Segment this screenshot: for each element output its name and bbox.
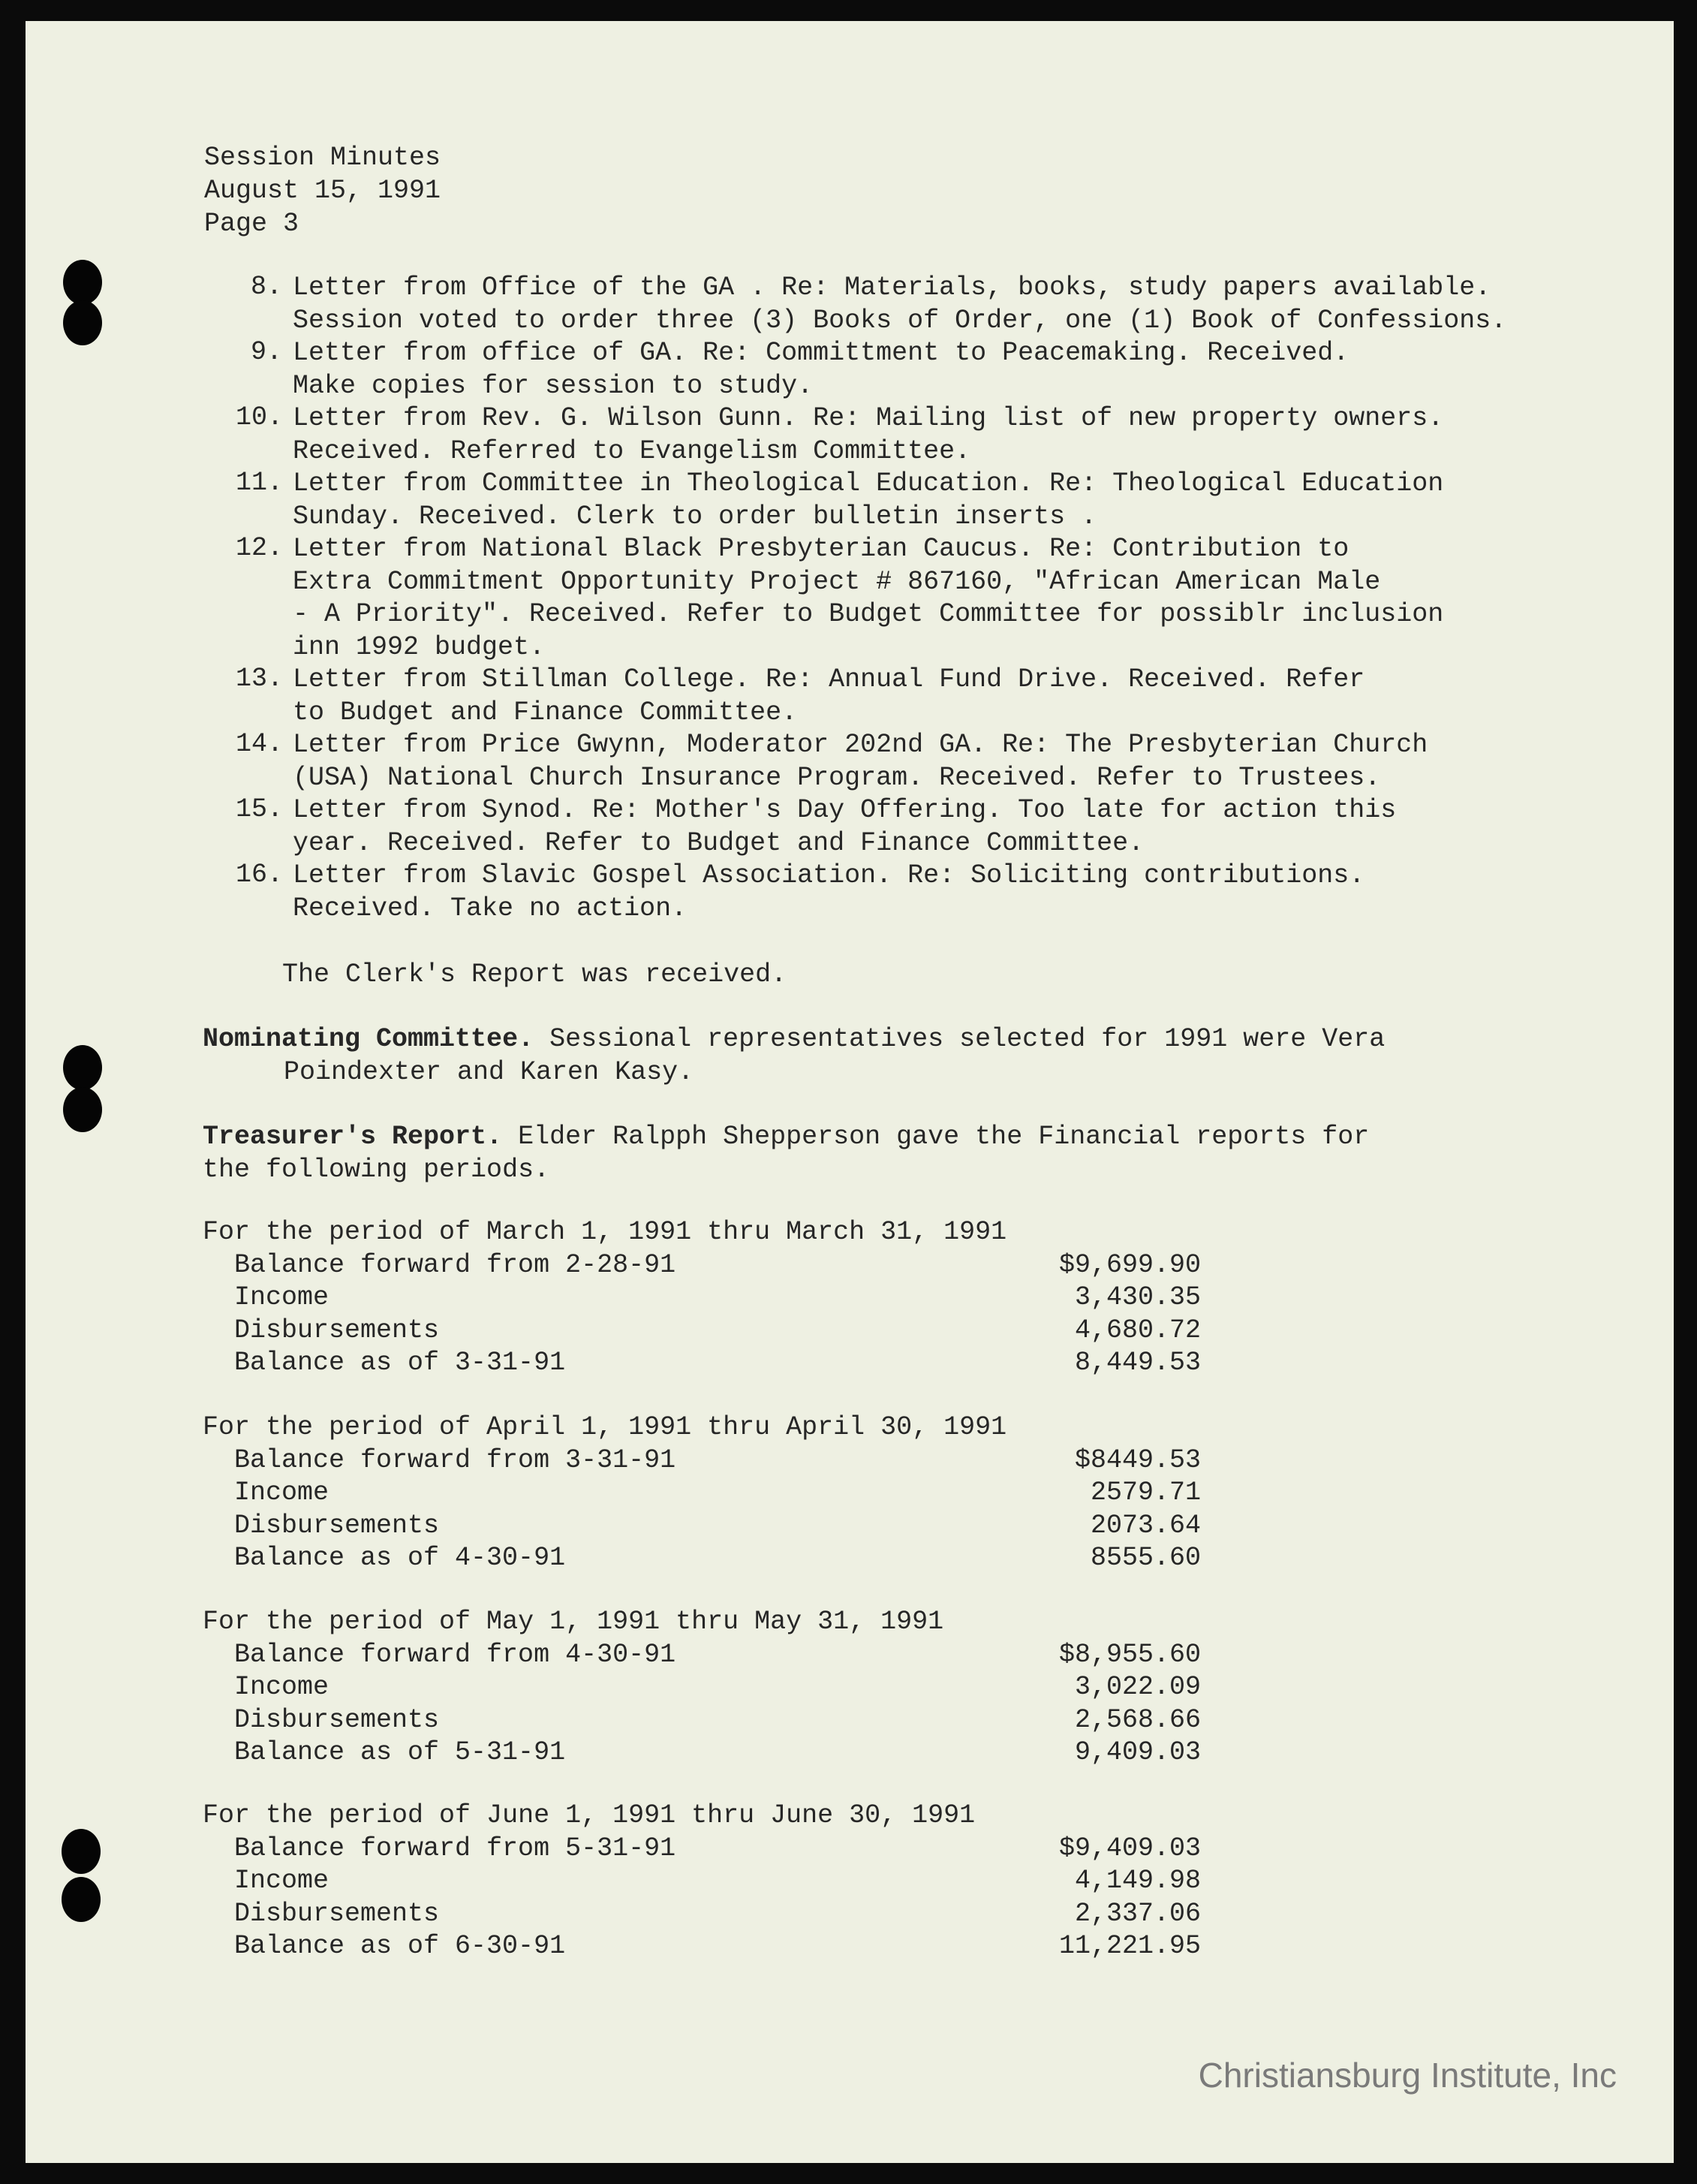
item-text <box>293 402 1443 468</box>
item-line: to Budget and Finance Committee. <box>293 697 798 727</box>
ledger-label: Balance as of 4-30-91 <box>234 1543 566 1573</box>
period-block <box>203 1606 1201 1770</box>
period-title: For the period of April 1, 1991 thru April 30, 1991 <box>203 1412 1007 1442</box>
item-text <box>293 272 1506 337</box>
item-number: 15. <box>236 794 284 824</box>
ledger-amount: 2,568.66 <box>1074 1704 1201 1735</box>
ledger-row <box>203 1833 1201 1866</box>
ledger-amount: 2,337.06 <box>1074 1898 1201 1929</box>
ledger-label: Balance forward from 2-28-91 <box>234 1249 676 1280</box>
period-title: For the period of May 1, 1991 thru May 31, 1991 <box>203 1607 944 1637</box>
punch-hole-bottom-a <box>62 1829 101 1874</box>
item-line: Letter from Synod. Re: Mother's Day Offering. Too late for action this <box>293 795 1397 825</box>
item-number: 16. <box>236 860 284 890</box>
ledger-label: Disbursements <box>234 1704 440 1735</box>
item-line: Make copies for session to study. <box>293 370 814 401</box>
ledger-label: Balance as of 3-31-91 <box>234 1348 566 1378</box>
item-line: - A Priority". Received. Refer to Budget Committee for possiblr inclusion <box>293 599 1444 629</box>
ledger-label: Balance forward from 5-31-91 <box>234 1833 676 1863</box>
ledger-amount: 2073.64 <box>1090 1510 1201 1541</box>
ledger-row <box>203 1737 1201 1770</box>
nominating-committee-section <box>203 1023 1385 1089</box>
list-item <box>236 533 1506 664</box>
nominating-text-line2: Poindexter and Karen Kasy. <box>284 1057 694 1087</box>
item-line: Letter from Committee in Theological Education. Re: Theological Education <box>293 468 1444 499</box>
ledger-row <box>203 1477 1201 1510</box>
item-number: 14. <box>236 729 284 759</box>
punch-hole-bottom-b <box>62 1877 101 1922</box>
ledger-row <box>203 1444 1201 1478</box>
punch-hole-mid-b <box>63 1087 102 1132</box>
item-number: 12. <box>236 533 284 563</box>
ledger-row <box>203 1898 1201 1931</box>
item-number: 11. <box>236 468 284 498</box>
ledger-row <box>203 1347 1201 1380</box>
item-line: Letter from Stillman College. Re: Annual Fund Drive. Received. Refer <box>293 664 1365 694</box>
item-line: Sunday. Received. Clerk to order bulletin inserts . <box>293 501 1097 532</box>
nominating-text-line1: Sessional representatives selected for 1991 were Vera <box>534 1024 1386 1054</box>
item-line: inn 1992 budget. <box>293 631 546 662</box>
item-text <box>293 533 1443 664</box>
item-text <box>293 468 1443 533</box>
nominating-heading: Nominating Committee. <box>203 1024 534 1054</box>
ledger-row <box>203 1282 1201 1315</box>
ledger-row <box>203 1671 1201 1704</box>
item-number: 10. <box>236 402 284 432</box>
punch-hole-top-b <box>63 300 102 345</box>
ledger-label: Income <box>234 1866 329 1896</box>
ledger-row <box>203 1510 1201 1543</box>
ledger-row <box>203 1315 1201 1348</box>
item-line: (USA) National Church Insurance Program. Received. Refer to Trustees. <box>293 762 1381 793</box>
ledger-amount: $9,699.90 <box>1058 1249 1201 1280</box>
ledger-row <box>203 1639 1201 1672</box>
item-text <box>293 794 1396 860</box>
list-item <box>236 402 1506 468</box>
item-line: Letter from Price Gwynn, Moderator 202nd GA. Re: The Presbyterian Church <box>293 730 1428 760</box>
item-line: Received. Take no action. <box>293 893 688 923</box>
item-text <box>293 664 1365 729</box>
treasurer-text-line1: Elder Ralpph Shepperson gave the Financial reports for <box>502 1122 1370 1152</box>
ledger-label: Disbursements <box>234 1315 440 1345</box>
ledger-label: Disbursements <box>234 1898 440 1929</box>
ledger-row <box>203 1542 1201 1575</box>
ledger-label: Income <box>234 1282 329 1312</box>
ledger-label: Balance as of 6-30-91 <box>234 1931 566 1961</box>
watermark: Christiansburg Institute, Inc <box>1198 2056 1617 2095</box>
period-block <box>203 1411 1201 1575</box>
ledger-label: Disbursements <box>234 1510 440 1541</box>
list-item <box>236 468 1506 533</box>
item-line: Letter from Office of the GA . Re: Materials, books, study papers available. <box>293 273 1491 303</box>
period-title: For the period of June 1, 1991 thru June 30, 1991 <box>203 1800 976 1830</box>
ledger-amount: 8555.60 <box>1090 1543 1201 1573</box>
item-line: year. Received. Refer to Budget and Finance Committee. <box>293 827 1145 858</box>
item-line: Letter from office of GA. Re: Committment to Peacemaking. Received. <box>293 338 1349 368</box>
list-item <box>236 729 1506 794</box>
item-line: Letter from Slavic Gospel Association. Re: Soliciting contributions. <box>293 860 1365 890</box>
ledger-amount: $8449.53 <box>1074 1444 1201 1475</box>
treasurer-text-line2: the following periods. <box>203 1155 550 1185</box>
ledger-row <box>203 1865 1201 1898</box>
period-block <box>203 1216 1201 1380</box>
item-line: Letter from National Black Presbyterian Caucus. Re: Contribution to <box>293 534 1349 564</box>
punch-hole-mid-a <box>63 1045 102 1090</box>
ledger-amount: 4,149.98 <box>1074 1866 1201 1896</box>
ledger-row <box>203 1930 1201 1963</box>
item-number: 9. <box>250 337 282 367</box>
treasurer-report-section <box>203 1120 1369 1186</box>
ledger-amount: 2579.71 <box>1090 1478 1201 1508</box>
item-text <box>293 860 1365 925</box>
list-item <box>236 272 1506 337</box>
ledger-label: Balance forward from 4-30-91 <box>234 1639 676 1670</box>
item-line: Extra Commitment Opportunity Project # 867160, "African American Male <box>293 566 1381 597</box>
ledger-row <box>203 1704 1201 1737</box>
ledger-label: Balance forward from 3-31-91 <box>234 1444 676 1475</box>
list-item <box>236 860 1506 925</box>
ledger-amount: 3,022.09 <box>1074 1672 1201 1702</box>
list-item <box>236 794 1506 860</box>
clerk-report-note: The Clerk's Report was received. <box>282 959 787 990</box>
ledger-amount: 9,409.03 <box>1074 1737 1201 1767</box>
correspondence-list <box>236 272 1506 925</box>
ledger-amount: 4,680.72 <box>1074 1315 1201 1345</box>
page-header <box>204 141 441 240</box>
treasurer-heading: Treasurer's Report. <box>203 1122 503 1152</box>
ledger-amount: 11,221.95 <box>1058 1931 1201 1961</box>
period-title: For the period of March 1, 1991 thru March 31, 1991 <box>203 1217 1007 1247</box>
ledger-row <box>203 1249 1201 1282</box>
ledger-amount: 8,449.53 <box>1074 1348 1201 1378</box>
ledger-amount: $9,409.03 <box>1058 1833 1201 1863</box>
item-text <box>293 729 1428 794</box>
punch-hole-top-a <box>63 260 102 305</box>
item-line: Received. Referred to Evangelism Committee. <box>293 435 971 466</box>
period-block <box>203 1800 1201 1963</box>
item-line: Session voted to order three (3) Books of Order, one (1) Book of Confessions. <box>293 305 1507 336</box>
ledger-label: Income <box>234 1672 329 1702</box>
ledger-label: Balance as of 5-31-91 <box>234 1737 566 1767</box>
list-item <box>236 337 1506 402</box>
header-date: August 15, 1991 <box>204 176 441 206</box>
ledger-amount: $8,955.60 <box>1058 1639 1201 1670</box>
header-page-number: Page 3 <box>204 209 299 239</box>
item-text <box>293 337 1349 402</box>
ledger-label: Income <box>234 1478 329 1508</box>
document-page <box>26 21 1674 2163</box>
item-number: 13. <box>236 664 284 694</box>
header-title: Session Minutes <box>204 143 441 173</box>
item-number: 8. <box>250 272 282 302</box>
list-item <box>236 664 1506 729</box>
item-line: Letter from Rev. G. Wilson Gunn. Re: Mailing list of new property owners. <box>293 403 1444 433</box>
ledger-amount: 3,430.35 <box>1074 1282 1201 1312</box>
